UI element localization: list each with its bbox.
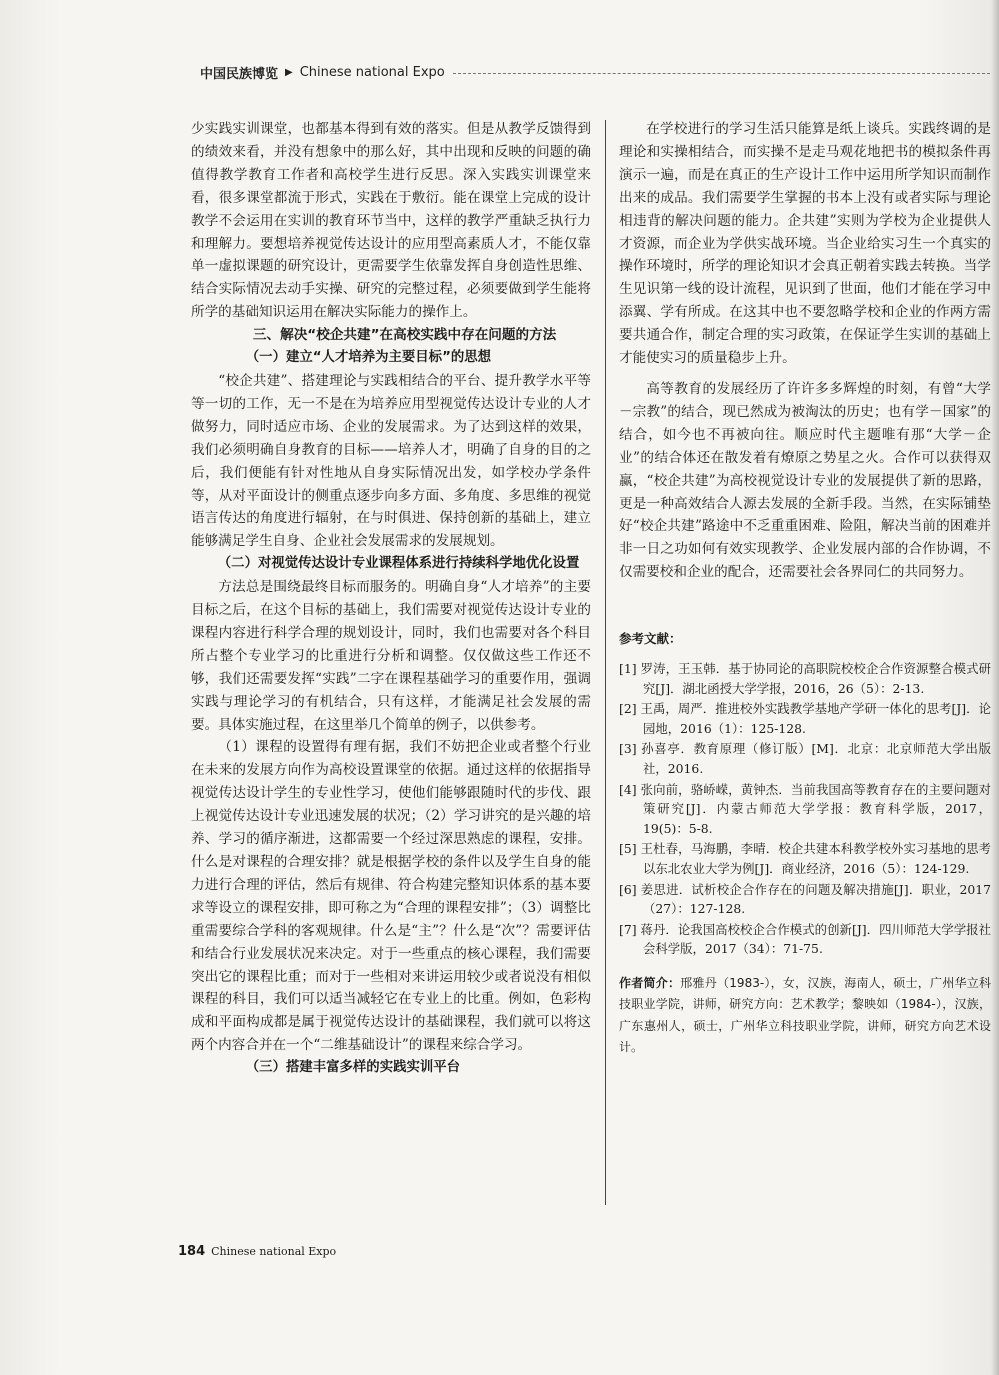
reference-item: [4] 张向前，骆峤嵘，黄钟杰．当前我国高等教育存在的主要问题对策研究[J]．内蒙古师范大学学报：教育科学版，2017，19(5)：5-8. xyxy=(619,781,991,836)
left-column xyxy=(191,118,591,1080)
reference-item: [5] 王杜春，马海鹏，李晴．校企共建本科教学校外实习基地的思考以东北农业大学为例[J]．商业经济，2016（5）：124-129. xyxy=(619,841,991,876)
body-paragraph: 方法总是围绕最终目标而服务的。明确自身“人才培养”的主要目标之后，在这个目标的基础上，我们需要对视觉传达设计专业的课程内容进行科学合理的规划设计，同时，我们也需要对各个科目所占整个专业学习的比重进行分析和调整。仅仅做这些工作还不够，我们还需要发挥“实践”二字在课程基础学习的重要作用，强调实践与理论学习的有机结合，只有这样，才能满足社会发展的需要。具体实施过程，在这里举几个简单的例子，以供参考。 xyxy=(191,579,591,733)
reference-item: [2] 王禹，周严．推进校外实践教学基地产学研一体化的思考[J]．论园地，2016（1）：125-128. xyxy=(619,701,991,736)
reference-item: [1] 罗涛，王玉韩．基于协同论的高职院校校企合作资源整合模式研究[J]．湖北函授大学学报，2016，26（5）：2-13. xyxy=(619,661,991,696)
body-paragraph: 在学校进行的学习生活只能算是纸上谈兵。实践终调的是理论和实操相结合，而实操不是走马观花地把书的模拟条件再演示一遍，而是在真正的生产设计工作中运用所学知识而制作出来的成品。我们需要学生掌握的书本上没有或者实际与理论相违背的解决问题的能力。企共建”实则为学校为企业提供人才资源，而企业为学供实战环境。当企业给实习生一个真实的操作环境时，所学的理论知识才会真正朝着实践去转换。当学生见识第一线的设计流程，见识到了世面，他们才能在学习中添翼、学有所成。在这其中也不要忽略学校和企业的作两方需要共通合作，制定合理的实习政策，在保证学生实训的基础上才能使实习的质量稳步上升。 xyxy=(619,121,991,367)
subsection-heading: （三）搭建丰富多样的实践实训平台 xyxy=(245,1060,461,1076)
header-rule xyxy=(453,73,990,74)
reference-item: [6] 姜思进．试析校企合作存在的问题及解决措施[J]．职业，2017（27）：127-128. xyxy=(619,881,991,917)
running-header xyxy=(200,61,990,83)
subsection-heading: （二）对视觉传达设计专业课程体系进行持续科学地优化设置 xyxy=(217,556,580,572)
body-paragraph: 少实践实训课堂，也都基本得到有效的落实。但是从教学反馈得到的绩效来看，并没有想象中的那么好，其中出现和反映的问题的确值得教学教育工作者和高校学生进行反思。深入实践实训课堂来看，很多课堂都流于形式，实践在于敷衍。能在课堂上完成的设计教学不会运用在实训的教育环节当中，这样的教学严重缺乏执行力和理解力。要想培养视觉传达设计的应用型高素质人才，不能仅靠单一虚拟课题的研究设计，更需要学生依靠发挥自身创造性思维、结合实际情况去动手实操、研究的完整过程，必须要做到学生能将所学的基础知识运用在解决实际能力的操作上。 xyxy=(191,121,591,321)
right-column xyxy=(619,118,991,1059)
section-heading: 三、解决“校企共建”在高校实践中存在问题的方法 xyxy=(252,327,557,344)
subsection-heading: （一）建立“人才培养为主要目标”的思想 xyxy=(245,350,492,366)
scan-shadow-edge xyxy=(991,0,999,1375)
journal-title-cn: 中国民族博览 xyxy=(200,66,279,82)
footer-journal-title: Chinese national Expo xyxy=(211,1245,337,1258)
column-divider xyxy=(605,120,606,1205)
reference-item: [7] 蒋丹．论我国高校校企合作模式的创新[J]．四川师范大学学报社会科学版，2017（34）：71-75. xyxy=(619,921,991,957)
spacer xyxy=(619,584,991,608)
body-paragraph: 高等教育的发展经历了许许多多辉煌的时刻，有曾“大学－宗教”的结合，现已然成为被淘汰的历史；也有学－国家”的结合，如今也不再被向往。顺应时代主题唯有那“大学－企业”的结合体还在散发着有燎原之势星之火。合作可以获得双赢，“校企共建”为高校视觉设计专业的发展提供了新的思路，更是一种高效结合人源去发展的全新手段。当然，在实际铺垫好“校企共建”路途中不乏重重困难、险阻，解决当前的困难并非一日之功如何有效实现教学、企业发展内部的合作协调，不仅需要校和企业的配合，还需要社会各界同仁的共同努力。 xyxy=(619,380,991,581)
journal-title-en: Chinese national Expo xyxy=(299,64,445,80)
page-number: 184 xyxy=(178,1244,206,1259)
reference-list xyxy=(619,659,991,959)
author-bio xyxy=(619,973,991,1059)
page-footer xyxy=(178,1244,336,1259)
body-paragraph: （1）课程的设置得有理有据，我们不妨把企业或者整个行业在未来的发展方向作为高校设置课堂的依据。通过这样的依据指导视觉传达设计学生的专业性学习，使他们能够跟随时代的步伐、跟上视觉传达设计专业迅速发展的状况；（2）学习讲究的是兴趣的培养、学习的循序渐进，这都需要一个经过深思熟虑的课程，安排。什么是对课程的合理安排？就是根据学校的条件以及学生自身的能力进行合理的评估，然后有规律、符合构建完整知识体系的基本要求等设立的课程安排，即可称之为“合理的课程安排”；（3）调整比重需要综合学科的客观规律。什么是“主”？什么是“次”？需要评估和结合行业发展状况来决定。对于一些重点的核心课程，我们需要突出它的课程比重；而对于一些相对来讲运用较少或者说没有相似课程的科目，我们可以适当减轻它在专业上的比重。例如，色彩构成和平面构成都是属于视觉传达设计的基础课程，我们就可以将这两个内容合并在一个“二维基础设计”的课程来综合学习。 xyxy=(191,739,591,1054)
triangle-arrow-icon: ▶ xyxy=(285,66,293,78)
body-paragraph: “校企共建”、搭建理论与实践相结合的平台、提升教学水平等等一切的工作，无一不是在为培养应用型视觉传达设计专业的人才做努力，同时适应市场、企业的发展需求。为了达到这样的效果，我们必须明确自身教育的目标——培养人才，明确了自身的目的之后，我们便能有针对性地从自身实际情况出发，如学校办学条件等，从对平面设计的侧重点逐步向多方面、多角度、多思维的视觉语言传达的角度进行辐射，在与时俱进、保持创新的基础上，建立能够满足学生自身、企业社会发展需求的发展规划。 xyxy=(191,372,591,550)
references-title: 参考文献： xyxy=(619,631,682,647)
author-bio-text: 邢雅丹（1983-），女，汉族，海南人，硕士，广州华立科技职业学院，讲师，研究方向：艺术教学；黎映如（1984-），汉族，广东惠州人，硕士，广州华立科技职业学院，讲师，研究方向艺术设计。 xyxy=(619,975,991,1055)
reference-item: [3] 孙喜亭．教育原理（修订版）[M]．北京：北京师范大学出版社，2016. xyxy=(619,741,991,776)
author-bio-label: 作者简介： xyxy=(619,975,681,990)
